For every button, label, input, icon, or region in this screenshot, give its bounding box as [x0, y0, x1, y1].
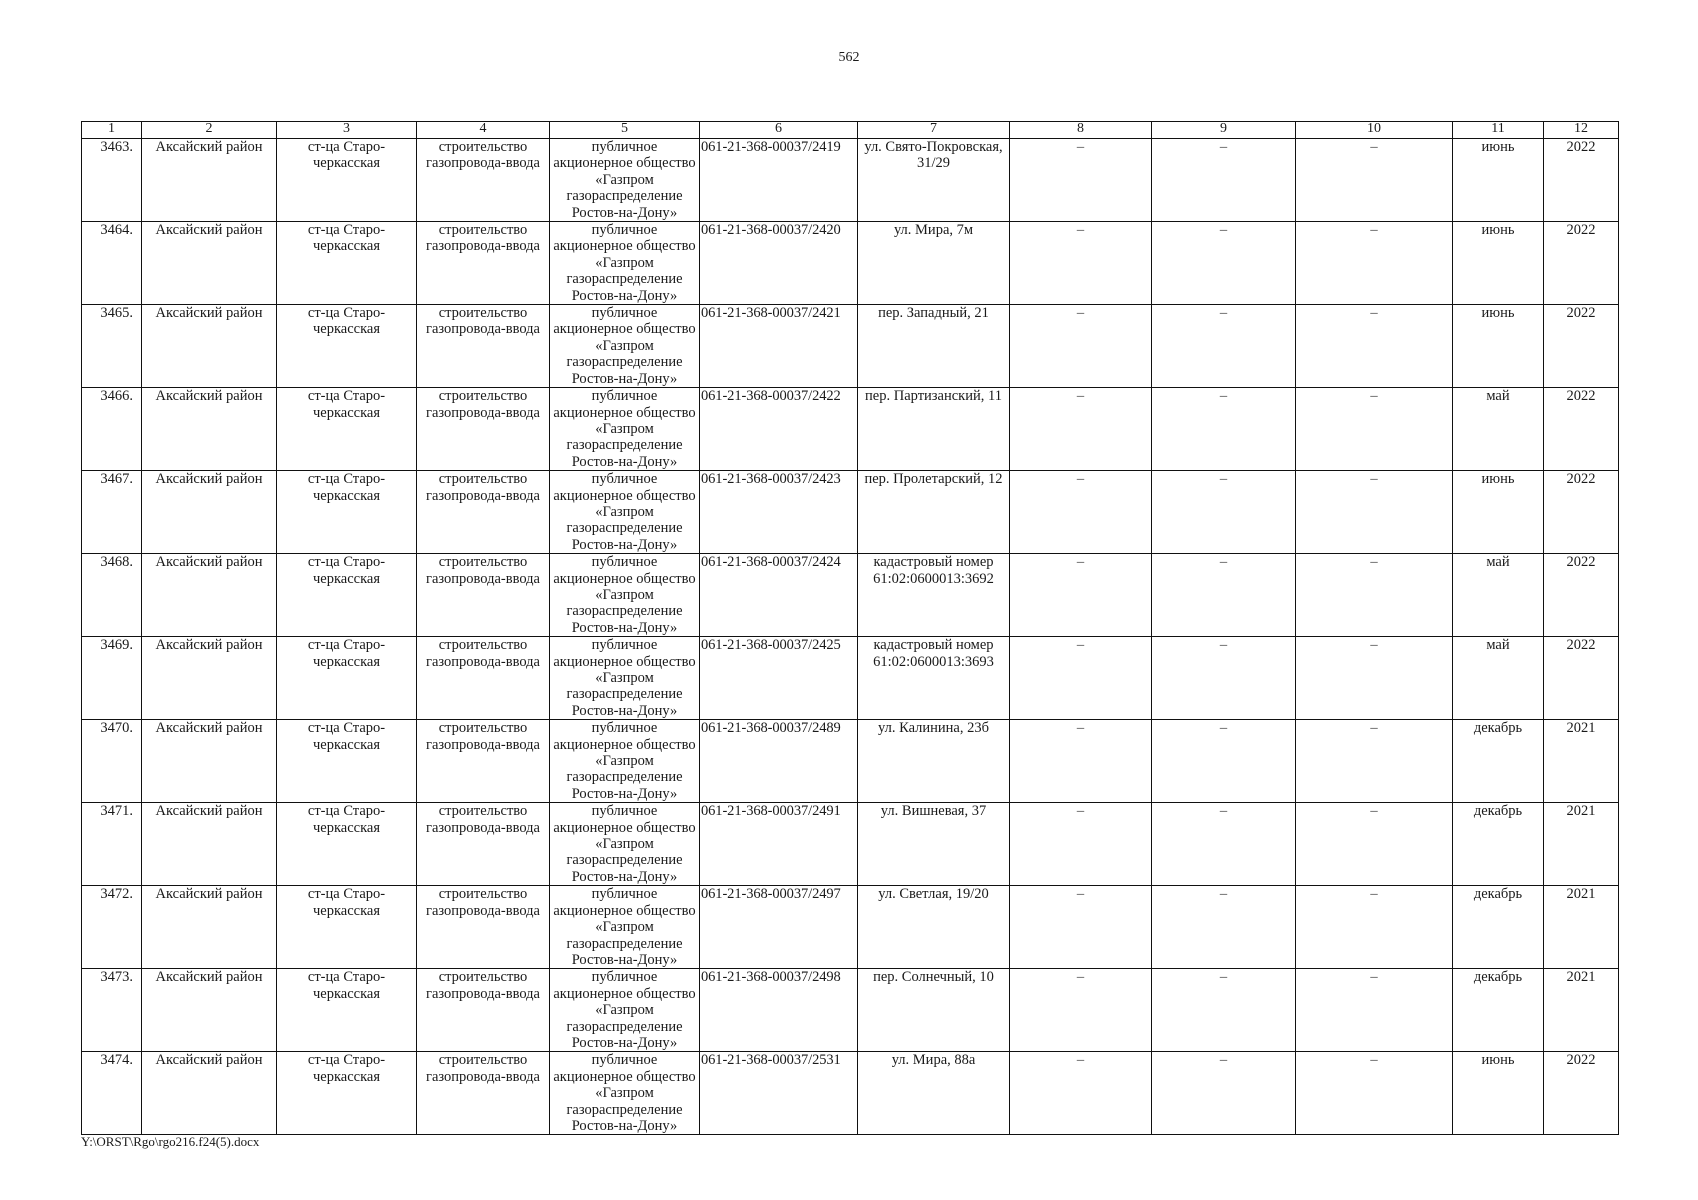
row-number-cell: 3469. [82, 637, 142, 720]
column-10-cell: – [1296, 886, 1453, 969]
table-row [82, 886, 1619, 969]
address-cell: пер. Пролетарский, 12 [858, 471, 1010, 554]
column-9-cell: – [1152, 471, 1296, 554]
district-cell: Аксайский район [142, 305, 277, 388]
table-row [82, 554, 1619, 637]
registry-code-cell: 061-21-368-00037/2421 [700, 305, 858, 388]
table-row [82, 222, 1619, 305]
year-cell: 2022 [1544, 471, 1619, 554]
column-9-cell: – [1152, 222, 1296, 305]
year-cell: 2022 [1544, 222, 1619, 305]
address-cell: кадастровый номер 61:02:0600013:3693 [858, 637, 1010, 720]
column-9-cell: – [1152, 803, 1296, 886]
column-8-cell: – [1010, 305, 1152, 388]
district-cell: Аксайский район [142, 471, 277, 554]
month-cell: май [1453, 554, 1544, 637]
column-header: 8 [1010, 122, 1152, 139]
registry-code-cell: 061-21-368-00037/2424 [700, 554, 858, 637]
locality-cell: ст-ца Старо-черкасская [277, 305, 417, 388]
month-cell: июнь [1453, 222, 1544, 305]
row-number-cell: 3471. [82, 803, 142, 886]
column-10-cell: – [1296, 720, 1453, 803]
work-type-cell: строительство газопровода-ввода [417, 720, 550, 803]
page-number: 562 [838, 50, 860, 65]
year-cell: 2022 [1544, 554, 1619, 637]
month-cell: май [1453, 388, 1544, 471]
row-number-cell: 3468. [82, 554, 142, 637]
locality-cell: ст-ца Старо-черкасская [277, 803, 417, 886]
locality-cell: ст-ца Старо-черкасская [277, 886, 417, 969]
organization-cell: публичное акционерное общество «Газпром газораспределение Ростов-на-Дону» [550, 720, 700, 803]
table-row [82, 803, 1619, 886]
locality-cell: ст-ца Старо-черкасская [277, 471, 417, 554]
registry-code-cell: 061-21-368-00037/2425 [700, 637, 858, 720]
registry-code-cell: 061-21-368-00037/2491 [700, 803, 858, 886]
column-9-cell: – [1152, 1052, 1296, 1135]
organization-cell: публичное акционерное общество «Газпром газораспределение Ростов-на-Дону» [550, 969, 700, 1052]
organization-cell: публичное акционерное общество «Газпром газораспределение Ростов-на-Дону» [550, 886, 700, 969]
row-number-cell: 3466. [82, 388, 142, 471]
column-10-cell: – [1296, 388, 1453, 471]
organization-cell: публичное акционерное общество «Газпром газораспределение Ростов-на-Дону» [550, 139, 700, 222]
month-cell: июнь [1453, 305, 1544, 388]
column-10-cell: – [1296, 305, 1453, 388]
organization-cell: публичное акционерное общество «Газпром газораспределение Ростов-на-Дону» [550, 554, 700, 637]
address-cell: ул. Мира, 7м [858, 222, 1010, 305]
column-header: 10 [1296, 122, 1453, 139]
column-8-cell: – [1010, 720, 1152, 803]
address-cell: кадастровый номер 61:02:0600013:3692 [858, 554, 1010, 637]
column-header: 6 [700, 122, 858, 139]
column-9-cell: – [1152, 305, 1296, 388]
column-10-cell: – [1296, 803, 1453, 886]
month-cell: июнь [1453, 139, 1544, 222]
year-cell: 2022 [1544, 388, 1619, 471]
month-cell: декабрь [1453, 969, 1544, 1052]
year-cell: 2022 [1544, 139, 1619, 222]
month-cell: июнь [1453, 471, 1544, 554]
column-8-cell: – [1010, 803, 1152, 886]
column-header: 12 [1544, 122, 1619, 139]
month-cell: май [1453, 637, 1544, 720]
file-path-footer: Y:\ORST\Rgo\rgo216.f24(5).docx [81, 1134, 260, 1149]
registry-code-cell: 061-21-368-00037/2498 [700, 969, 858, 1052]
column-10-cell: – [1296, 637, 1453, 720]
column-9-cell: – [1152, 388, 1296, 471]
row-number-cell: 3463. [82, 139, 142, 222]
row-number-cell: 3470. [82, 720, 142, 803]
column-10-cell: – [1296, 471, 1453, 554]
table-row [82, 139, 1619, 222]
address-cell: пер. Солнечный, 10 [858, 969, 1010, 1052]
locality-cell: ст-ца Старо-черкасская [277, 637, 417, 720]
month-cell: декабрь [1453, 720, 1544, 803]
locality-cell: ст-ца Старо-черкасская [277, 554, 417, 637]
year-cell: 2021 [1544, 969, 1619, 1052]
column-header: 7 [858, 122, 1010, 139]
address-cell: пер. Партизанский, 11 [858, 388, 1010, 471]
column-header: 11 [1453, 122, 1544, 139]
work-type-cell: строительство газопровода-ввода [417, 139, 550, 222]
column-8-cell: – [1010, 886, 1152, 969]
locality-cell: ст-ца Старо-черкасская [277, 222, 417, 305]
organization-cell: публичное акционерное общество «Газпром газораспределение Ростов-на-Дону» [550, 305, 700, 388]
table-row [82, 969, 1619, 1052]
column-header: 3 [277, 122, 417, 139]
column-8-cell: – [1010, 139, 1152, 222]
district-cell: Аксайский район [142, 969, 277, 1052]
column-9-cell: – [1152, 554, 1296, 637]
column-9-cell: – [1152, 139, 1296, 222]
registry-code-cell: 061-21-368-00037/2419 [700, 139, 858, 222]
column-header: 4 [417, 122, 550, 139]
year-cell: 2022 [1544, 305, 1619, 388]
address-cell: ул. Калинина, 23б [858, 720, 1010, 803]
column-header: 1 [82, 122, 142, 139]
work-type-cell: строительство газопровода-ввода [417, 388, 550, 471]
district-cell: Аксайский район [142, 139, 277, 222]
column-8-cell: – [1010, 637, 1152, 720]
district-cell: Аксайский район [142, 886, 277, 969]
column-8-cell: – [1010, 969, 1152, 1052]
column-8-cell: – [1010, 471, 1152, 554]
organization-cell: публичное акционерное общество «Газпром газораспределение Ростов-на-Дону» [550, 1052, 700, 1135]
year-cell: 2021 [1544, 720, 1619, 803]
year-cell: 2021 [1544, 803, 1619, 886]
organization-cell: публичное акционерное общество «Газпром газораспределение Ростов-на-Дону» [550, 637, 700, 720]
register-table [81, 121, 1619, 1135]
year-cell: 2022 [1544, 1052, 1619, 1135]
table-row [82, 1052, 1619, 1135]
work-type-cell: строительство газопровода-ввода [417, 886, 550, 969]
organization-cell: публичное акционерное общество «Газпром газораспределение Ростов-на-Дону» [550, 803, 700, 886]
address-cell: ул. Светлая, 19/20 [858, 886, 1010, 969]
column-9-cell: – [1152, 886, 1296, 969]
district-cell: Аксайский район [142, 388, 277, 471]
work-type-cell: строительство газопровода-ввода [417, 471, 550, 554]
table-row [82, 720, 1619, 803]
organization-cell: публичное акционерное общество «Газпром газораспределение Ростов-на-Дону» [550, 471, 700, 554]
work-type-cell: строительство газопровода-ввода [417, 554, 550, 637]
district-cell: Аксайский район [142, 637, 277, 720]
column-10-cell: – [1296, 139, 1453, 222]
column-8-cell: – [1010, 554, 1152, 637]
column-10-cell: – [1296, 969, 1453, 1052]
locality-cell: ст-ца Старо-черкасская [277, 720, 417, 803]
table-row [82, 388, 1619, 471]
registry-code-cell: 061-21-368-00037/2489 [700, 720, 858, 803]
table-row [82, 637, 1619, 720]
address-cell: ул. Свято-Покровская, 31/29 [858, 139, 1010, 222]
column-header: 5 [550, 122, 700, 139]
address-cell: пер. Западный, 21 [858, 305, 1010, 388]
column-8-cell: – [1010, 222, 1152, 305]
work-type-cell: строительство газопровода-ввода [417, 803, 550, 886]
column-8-cell: – [1010, 1052, 1152, 1135]
row-number-cell: 3464. [82, 222, 142, 305]
locality-cell: ст-ца Старо-черкасская [277, 388, 417, 471]
address-cell: ул. Мира, 88а [858, 1052, 1010, 1135]
column-8-cell: – [1010, 388, 1152, 471]
column-9-cell: – [1152, 969, 1296, 1052]
district-cell: Аксайский район [142, 554, 277, 637]
column-10-cell: – [1296, 222, 1453, 305]
month-cell: июнь [1453, 1052, 1544, 1135]
district-cell: Аксайский район [142, 222, 277, 305]
district-cell: Аксайский район [142, 1052, 277, 1135]
work-type-cell: строительство газопровода-ввода [417, 1052, 550, 1135]
column-9-cell: – [1152, 720, 1296, 803]
month-cell: декабрь [1453, 803, 1544, 886]
locality-cell: ст-ца Старо-черкасская [277, 969, 417, 1052]
year-cell: 2022 [1544, 637, 1619, 720]
district-cell: Аксайский район [142, 803, 277, 886]
table-body [82, 139, 1619, 1135]
month-cell: декабрь [1453, 886, 1544, 969]
column-header: 9 [1152, 122, 1296, 139]
column-header: 2 [142, 122, 277, 139]
registry-code-cell: 061-21-368-00037/2423 [700, 471, 858, 554]
table-row [82, 471, 1619, 554]
row-number-cell: 3474. [82, 1052, 142, 1135]
address-cell: ул. Вишневая, 37 [858, 803, 1010, 886]
registry-code-cell: 061-21-368-00037/2531 [700, 1052, 858, 1135]
registry-code-cell: 061-21-368-00037/2497 [700, 886, 858, 969]
column-10-cell: – [1296, 1052, 1453, 1135]
work-type-cell: строительство газопровода-ввода [417, 969, 550, 1052]
table-row [82, 305, 1619, 388]
column-number-row [82, 122, 1619, 139]
organization-cell: публичное акционерное общество «Газпром газораспределение Ростов-на-Дону» [550, 388, 700, 471]
row-number-cell: 3473. [82, 969, 142, 1052]
work-type-cell: строительство газопровода-ввода [417, 637, 550, 720]
locality-cell: ст-ца Старо-черкасская [277, 1052, 417, 1135]
column-10-cell: – [1296, 554, 1453, 637]
column-9-cell: – [1152, 637, 1296, 720]
locality-cell: ст-ца Старо-черкасская [277, 139, 417, 222]
row-number-cell: 3467. [82, 471, 142, 554]
year-cell: 2021 [1544, 886, 1619, 969]
work-type-cell: строительство газопровода-ввода [417, 305, 550, 388]
registry-code-cell: 061-21-368-00037/2420 [700, 222, 858, 305]
row-number-cell: 3472. [82, 886, 142, 969]
row-number-cell: 3465. [82, 305, 142, 388]
organization-cell: публичное акционерное общество «Газпром газораспределение Ростов-на-Дону» [550, 222, 700, 305]
district-cell: Аксайский район [142, 720, 277, 803]
registry-code-cell: 061-21-368-00037/2422 [700, 388, 858, 471]
work-type-cell: строительство газопровода-ввода [417, 222, 550, 305]
